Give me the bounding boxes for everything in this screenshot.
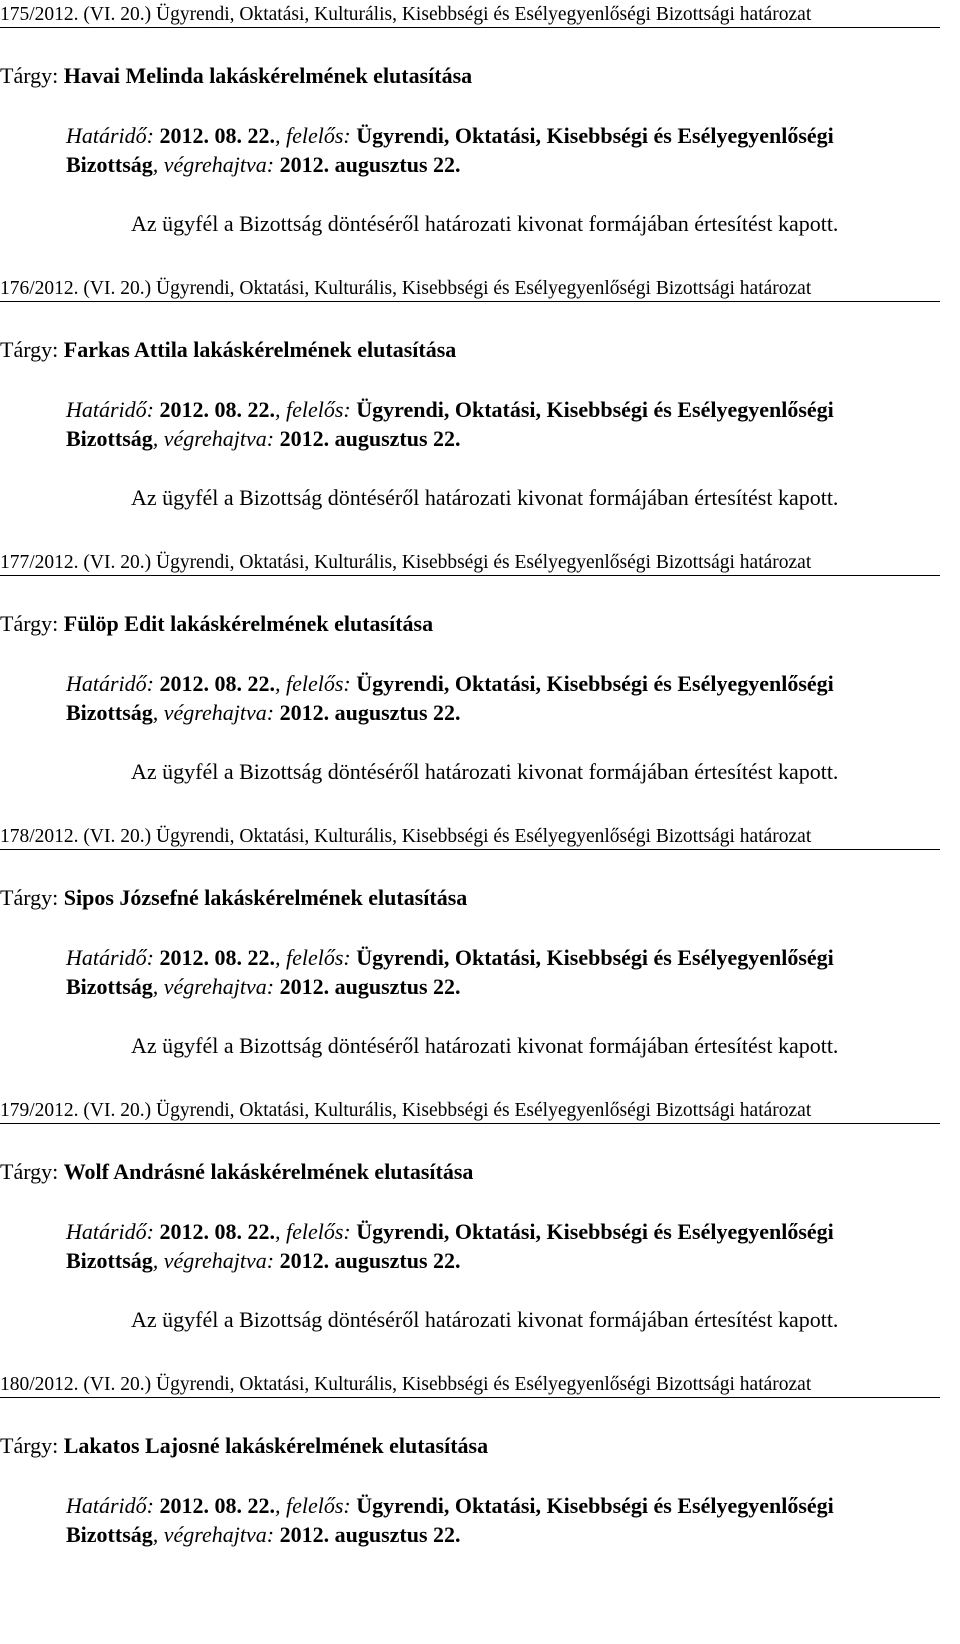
- deadline-label: Határidő:: [66, 123, 160, 148]
- resolution-heading: 176/2012. (VI. 20.) Ügyrendi, Oktatási, Kulturális, Kisebbségi és Esélyegyenlőségi Bizottsági határozat: [0, 276, 940, 302]
- deadline-line-1: [66, 669, 956, 698]
- resolution-notice: Az ügyfél a Bizottság döntéséről határozati kivonat formájában értesítést kapott.: [131, 1307, 839, 1332]
- responsible-label: , felelős:: [275, 1219, 357, 1244]
- deadline-label: Határidő:: [66, 1493, 160, 1518]
- resolution-deadline: [66, 395, 956, 453]
- resolution-deadline: [66, 943, 956, 1001]
- deadline-label: Határidő:: [66, 1219, 160, 1244]
- resolution-heading: 177/2012. (VI. 20.) Ügyrendi, Oktatási, Kulturális, Kisebbségi és Esélyegyenlőségi Bizottsági határozat: [0, 550, 940, 576]
- executed-label: , végrehajtva:: [152, 152, 280, 177]
- resolution-entry: [0, 548, 960, 822]
- responsible-committee: Ügyrendi, Oktatási, Kisebbségi és Esélyegyenlőségi: [356, 123, 834, 148]
- responsible-committee-cont: Bizottság: [66, 1248, 153, 1273]
- executed-label: , végrehajtva:: [152, 1248, 280, 1273]
- subject-text: Sipos Józsefné lakáskérelmének elutasítása: [63, 885, 468, 910]
- responsible-committee-cont: Bizottság: [66, 700, 153, 725]
- deadline-date: 2012. 08. 22.: [159, 671, 275, 696]
- executed-date: 2012. augusztus 22.: [279, 974, 461, 999]
- responsible-label: , felelős:: [275, 123, 357, 148]
- responsible-committee-cont: Bizottság: [66, 974, 153, 999]
- resolution-entry: [0, 274, 960, 548]
- resolution-subject: [0, 62, 472, 90]
- deadline-date: 2012. 08. 22.: [159, 1219, 275, 1244]
- responsible-committee: Ügyrendi, Oktatási, Kisebbségi és Esélyegyenlőségi: [356, 945, 834, 970]
- subject-text: Havai Melinda lakáskérelmének elutasítása: [63, 63, 473, 88]
- resolution-subject: [0, 1158, 473, 1186]
- resolution-entry: [0, 822, 960, 1096]
- resolution-subject: [0, 336, 456, 364]
- deadline-line-1: [66, 395, 956, 424]
- deadline-line-2: [66, 972, 956, 1001]
- deadline-label: Határidő:: [66, 671, 160, 696]
- resolution-entry: [0, 0, 960, 274]
- executed-date: 2012. augusztus 22.: [279, 426, 461, 451]
- resolution-notice: Az ügyfél a Bizottság döntéséről határozati kivonat formájában értesítést kapott.: [131, 1033, 839, 1058]
- responsible-committee-cont: Bizottság: [66, 152, 153, 177]
- executed-label: , végrehajtva:: [152, 426, 280, 451]
- resolution-heading: 175/2012. (VI. 20.) Ügyrendi, Oktatási, Kulturális, Kisebbségi és Esélyegyenlőségi Bizottsági határozat: [0, 2, 940, 28]
- deadline-line-2: [66, 698, 956, 727]
- subject-text: Lakatos Lajosné lakáskérelmének elutasítása: [63, 1433, 489, 1458]
- subject-label: Tárgy:: [0, 1159, 64, 1184]
- executed-date: 2012. augusztus 22.: [279, 1248, 461, 1273]
- deadline-label: Határidő:: [66, 397, 160, 422]
- responsible-label: , felelős:: [275, 1493, 357, 1518]
- subject-label: Tárgy:: [0, 63, 64, 88]
- responsible-committee: Ügyrendi, Oktatási, Kisebbségi és Esélyegyenlőségi: [356, 1493, 834, 1518]
- deadline-line-1: [66, 943, 956, 972]
- responsible-committee: Ügyrendi, Oktatási, Kisebbségi és Esélyegyenlőségi: [356, 1219, 834, 1244]
- resolution-deadline: [66, 669, 956, 727]
- resolution-deadline: [66, 121, 956, 179]
- executed-date: 2012. augusztus 22.: [279, 152, 461, 177]
- responsible-committee: Ügyrendi, Oktatási, Kisebbségi és Esélyegyenlőségi: [356, 397, 834, 422]
- deadline-line-1: [66, 1217, 956, 1246]
- subject-text: Fülöp Edit lakáskérelmének elutasítása: [63, 611, 434, 636]
- resolution-heading: 178/2012. (VI. 20.) Ügyrendi, Oktatási, Kulturális, Kisebbségi és Esélyegyenlőségi Bizottsági határozat: [0, 824, 940, 850]
- resolution-notice: Az ügyfél a Bizottság döntéséről határozati kivonat formájában értesítést kapott.: [131, 485, 839, 510]
- deadline-line-1: [66, 121, 956, 150]
- deadline-line-2: [66, 424, 956, 453]
- resolution-heading: 179/2012. (VI. 20.) Ügyrendi, Oktatási, Kulturális, Kisebbségi és Esélyegyenlőségi Bizottsági határozat: [0, 1098, 940, 1124]
- responsible-committee-cont: Bizottság: [66, 1522, 153, 1547]
- executed-label: , végrehajtva:: [152, 1522, 280, 1547]
- deadline-date: 2012. 08. 22.: [159, 945, 275, 970]
- resolution-heading: 180/2012. (VI. 20.) Ügyrendi, Oktatási, Kulturális, Kisebbségi és Esélyegyenlőségi Bizottsági határozat: [0, 1372, 940, 1398]
- deadline-date: 2012. 08. 22.: [159, 123, 275, 148]
- responsible-label: , felelős:: [275, 397, 357, 422]
- responsible-label: , felelős:: [275, 671, 357, 696]
- executed-label: , végrehajtva:: [152, 974, 280, 999]
- resolution-subject: [0, 884, 467, 912]
- deadline-line-2: [66, 150, 956, 179]
- responsible-committee-cont: Bizottság: [66, 426, 153, 451]
- resolution-entry: [0, 1096, 960, 1370]
- executed-label: , végrehajtva:: [152, 700, 280, 725]
- executed-date: 2012. augusztus 22.: [279, 1522, 461, 1547]
- responsible-committee: Ügyrendi, Oktatási, Kisebbségi és Esélyegyenlőségi: [356, 671, 834, 696]
- resolution-deadline: [66, 1217, 956, 1275]
- deadline-line-2: [66, 1246, 956, 1275]
- subject-label: Tárgy:: [0, 337, 64, 362]
- responsible-label: , felelős:: [275, 945, 357, 970]
- deadline-line-1: [66, 1491, 956, 1520]
- deadline-label: Határidő:: [66, 945, 160, 970]
- deadline-date: 2012. 08. 22.: [159, 397, 275, 422]
- resolution-deadline: [66, 1491, 956, 1549]
- resolution-notice: Az ügyfél a Bizottság döntéséről határozati kivonat formájában értesítést kapott.: [131, 211, 839, 236]
- deadline-date: 2012. 08. 22.: [159, 1493, 275, 1518]
- deadline-line-2: [66, 1520, 956, 1549]
- resolution-notice: Az ügyfél a Bizottság döntéséről határozati kivonat formájában értesítést kapott.: [131, 759, 839, 784]
- subject-label: Tárgy:: [0, 611, 64, 636]
- subject-text: Wolf Andrásné lakáskérelmének elutasítása: [63, 1159, 474, 1184]
- resolution-subject: [0, 610, 433, 638]
- resolution-entry: [0, 1370, 960, 1644]
- executed-date: 2012. augusztus 22.: [279, 700, 461, 725]
- resolution-subject: [0, 1432, 488, 1460]
- subject-label: Tárgy:: [0, 1433, 64, 1458]
- subject-label: Tárgy:: [0, 885, 64, 910]
- subject-text: Farkas Attila lakáskérelmének elutasítása: [63, 337, 457, 362]
